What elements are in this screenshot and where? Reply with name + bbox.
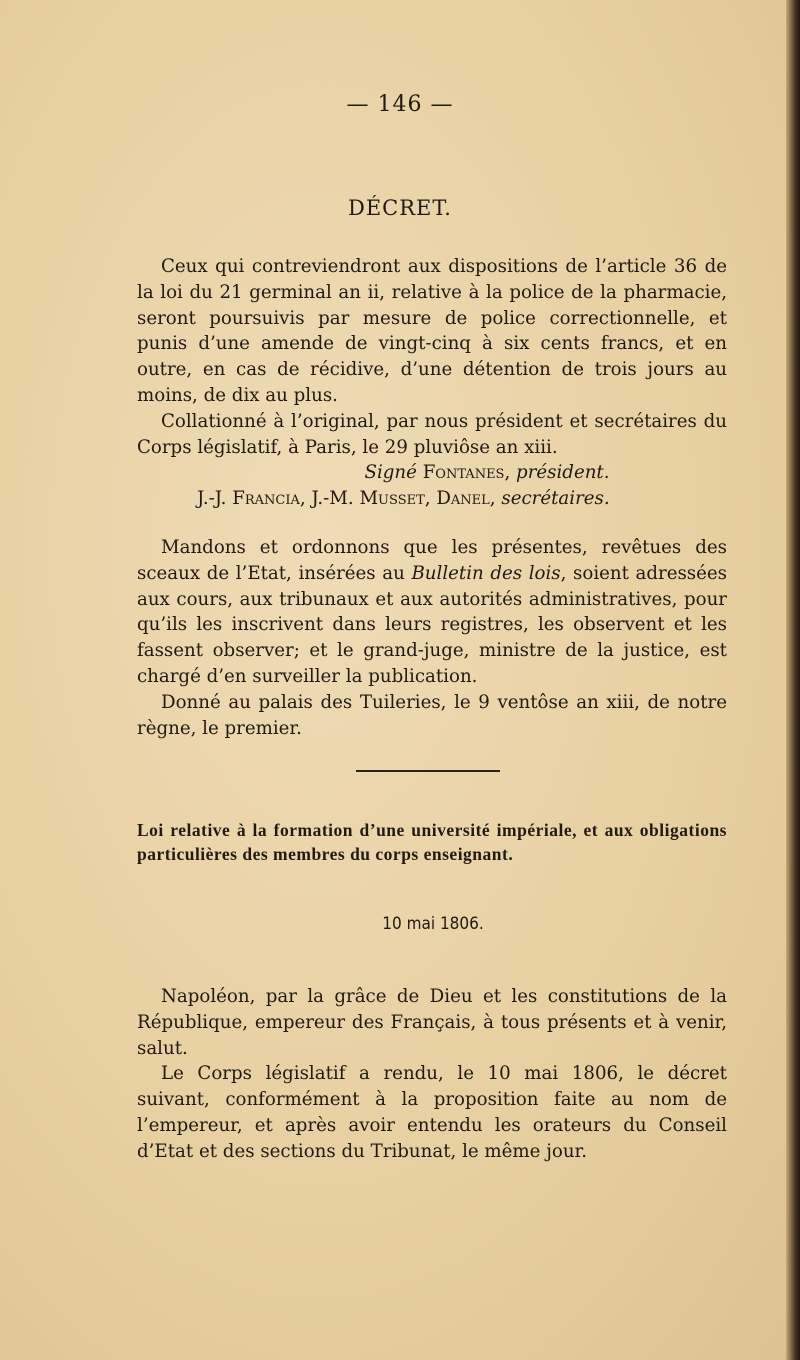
law-paragraph-2: Le Corps législatif a rendu, le 10 mai 1806, le décret suivant, conformément à la proposition faite au nom de l’empereur, et après avoir entendu les orateurs du Conseil d’Etat et des sections du Tribunat, le même jour. — [137, 1063, 727, 1162]
given-at-paragraph: Donné au palais des Tuileries, le 9 ventôse an xiii, de notre règne, le premier. — [137, 691, 727, 739]
promulgation-text — [137, 535, 727, 741]
promulgation-paragraph: Mandons et ordonnons que les présentes, revêtues des sceaux de l’Etat, insérées au Bulletin des lois, soient adressées aux cours, aux tribunaux et aux autorités administratives, pour qu’ils les inscrivent dans leurs registres, les observent et les fassent observer; et le grand-juge, ministre de la justice, est chargé d’en surveiller la publication. — [137, 537, 728, 687]
signature-block — [137, 460, 727, 512]
decree-title: DÉCRET. — [348, 196, 452, 220]
law-date: 10 mai 1806. — [382, 914, 484, 934]
decree-paragraph-2: Collationné à l’original, par nous président et secrétaires du Corps législatif, à Paris, le 29 pluviôse an xiii. — [137, 410, 727, 458]
page-number: — 146 — — [346, 92, 454, 117]
decree-text — [137, 254, 727, 460]
president-signature: Signé Fontanes, président. — [364, 462, 610, 483]
section-divider — [356, 770, 500, 772]
law-title: Loi relative à la formation d’une université impériale, et aux obligations particulières des membres du corps enseignant. — [137, 820, 727, 864]
law-paragraph-1: Napoléon, par la grâce de Dieu et les constitutions de la République, empereur des Français, à tous présents et à venir, salut. — [137, 986, 727, 1059]
bulletin-des-lois: Bulletin des lois — [411, 562, 561, 584]
law-text — [137, 984, 727, 1165]
decree-paragraph-1: Ceux qui contreviendront aux dispositions de l’article 36 de la loi du 21 germinal an ii, relative à la police de la pharmacie, seront poursuivis par mesure de police correctionnelle, et punis d’une amende de vingt-cinq à six cents francs, et en outre, en cas de récidive, d’une détention de trois jours au moins, de dix au plus. — [137, 256, 727, 406]
secretaries-signature: J.-J. Francia, J.-M. Musset, Danel, secrétaires. — [197, 488, 610, 509]
